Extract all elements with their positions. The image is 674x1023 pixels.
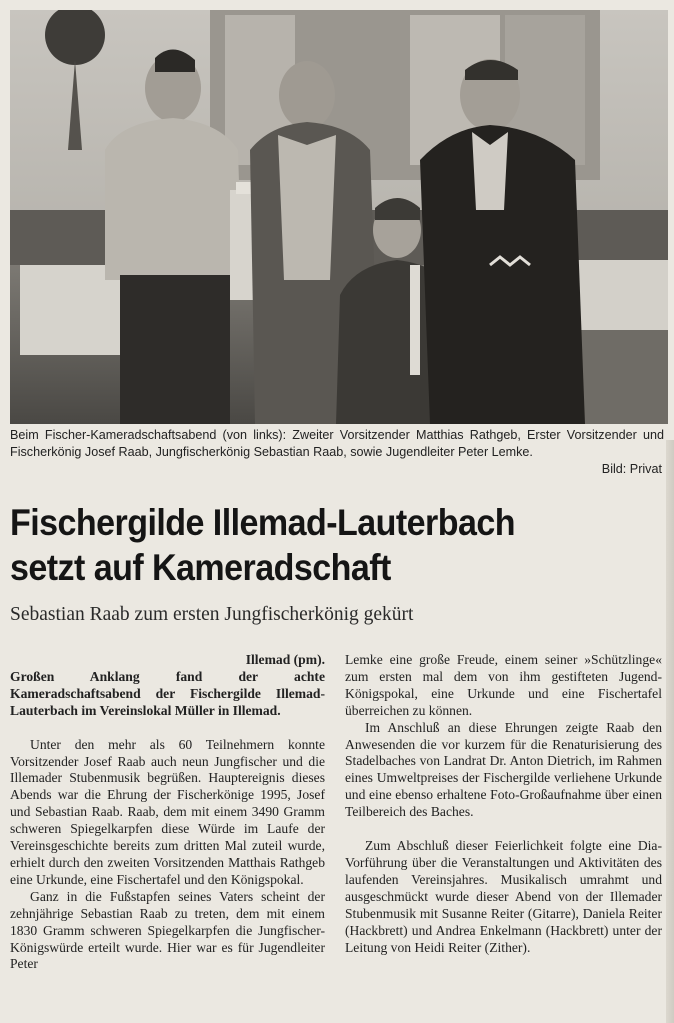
- body-paragraph: Unter den mehr als 60 Teilnehmern konnte Vorsitzender Josef Raab auch neun Jungfischer und die Illemader Stubenmusik begrüßen. Hauptereignis dieses Abends war die Ehrung der Fischerkönige 1995, Josef und Sebastian Raab. Raab, dem mit einem 3490 Gramm schweren Spiegelkarpfen diese Würde im Laufe der Vereinsgeschichte bereits zum dritten Mal zuteil wurde, erhielt durch den zweiten Vorsitzenden Matthais Rathgeb eine Urkunde, eine Fischertafel und den Königspokal.: [10, 736, 325, 887]
- body-paragraph: Ganz in die Fußstapfen seines Vaters scheint der zehnjährige Sebastian Raab zu treten, dem mit einem 1830 Gramm schweren Spiegelkarpfen die Jungfischer-Königswürde erteilt wurde. Hier war es für Jugendleiter Peter: [10, 888, 325, 972]
- body-paragraph: Zum Abschluß dieser Feierlichkeit folgte eine Dia-Vorführung über die Veranstaltungen und Aktivitäten des laufenden Vereinsjahres. Musikalisch umrahmt und ausgeschmückt wurde dieser Abend von der Illemader Stubenmusik mit Susanne Reiter (Gitarre), Daniela Reiter (Hackbrett) und Andrea Enkelmann (Hackbrett) unter der Leitung von Heidi Reiter (Zither).: [345, 838, 662, 955]
- body-paragraph: Im Anschluß an diese Ehrungen zeigte Raab den Anwesenden die vor kurzem für die Renaturisierung des Stadelbaches von Landrat Dr. Anton Dietrich, im Rahmen eines Umweltpreises der Fischergilde verliehene Urkunde und eine ebenso erhaltene Foto-Großaufnahme über einen Teilbereich des Baches.: [345, 719, 662, 820]
- body-paragraph: Lemke eine große Freude, einem seiner »Schützlinge« zum ersten mal dem von ihm gestifteten Jugend-Königspokal, eine Urkunde und eine Fischertafel überreichen zu können.: [345, 652, 662, 718]
- article-column-right: [345, 652, 662, 956]
- dateline: Illemad (pm).: [245, 652, 325, 667]
- article-column-left: [10, 652, 325, 973]
- adjacent-article-edge: [666, 440, 674, 1023]
- headline-line-1: Fischergilde Illemad-Lauterbach: [10, 502, 515, 543]
- photo-credit: Bild: Privat: [601, 462, 662, 476]
- group-photo: [10, 10, 668, 424]
- photo-illustration: [10, 10, 668, 424]
- photo-caption: Beim Fischer-Kameradschaftsabend (von links): Zweiter Vorsitzender Matthias Rathgeb, Erster Vorsitzender und Fischerkönig Josef Raab, Jungfischerkönig Sebastian Raab, sowie Jugendleiter Peter Lemke.: [10, 428, 664, 459]
- lead-paragraph: Großen Anklang fand der achte Kameradschaftsabend der Fischergilde Illemad-Lauterbach im Vereinslokal Müller in Illemad.: [10, 668, 325, 718]
- headline: [10, 500, 617, 590]
- subheadline: Sebastian Raab zum ersten Jungfischerkönig gekürt: [10, 604, 414, 625]
- headline-line-2: setzt auf Kameradschaft: [10, 547, 391, 588]
